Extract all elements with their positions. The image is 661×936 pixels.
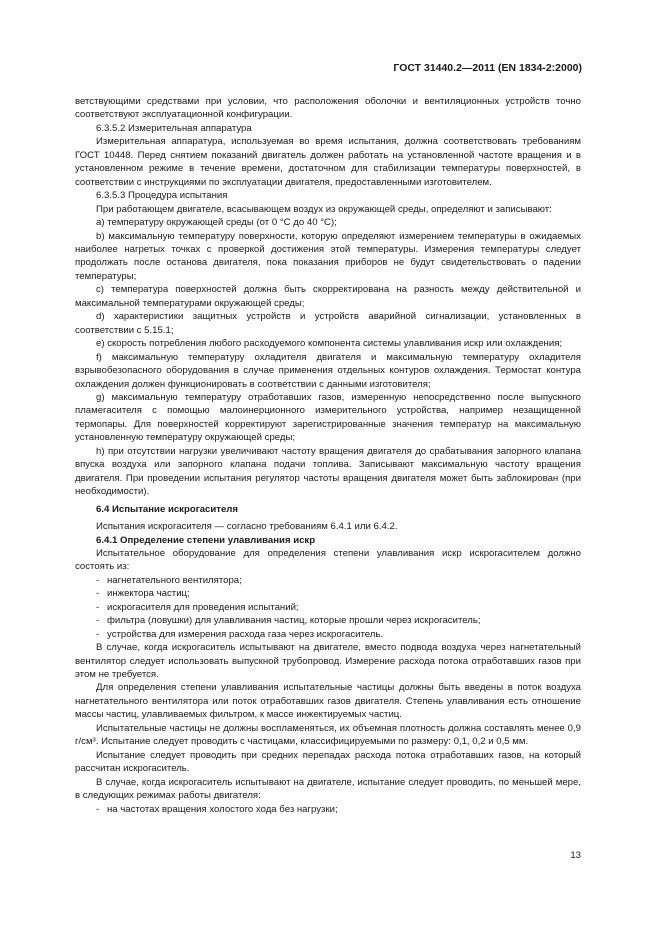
- dash-marker: -: [96, 574, 100, 586]
- bullet-item: - устройства для измерения расхода газа через искрогаситель.: [96, 628, 384, 640]
- section-heading: 6.3.5.3 Процедура испытания: [96, 190, 228, 202]
- bullet-item: - фильтра (ловушки) для улавливания частиц, которые прошли через искрогаситель;: [96, 615, 481, 627]
- list-item: g) максимальную температуру отработавших газов, измеренную непосредственно после выпускного пламегасителя с помощью малоинерционного измерительного устройства, например незащищенной термопары. Для поверхностей корректируют зарегистрированные значения температур на максимальную установленную температуру окружающей среды;: [75, 391, 581, 444]
- paragraph: Испытательные частицы не должны воспламеняться, их объемная плотность должна составлять менее 0,9 г/см³. Испытание следует проводить с частицами, классифицируемыми по размеру: 0,1, 0,2 и 0,5 мм.: [75, 722, 581, 748]
- dash-marker: -: [96, 601, 100, 613]
- dash-marker: -: [96, 588, 100, 600]
- bullet-item: - искрогасителя для проведения испытаний;: [96, 601, 299, 613]
- paragraph: Испытательное оборудование для определения степени улавливания искр искрогасителем должно состоять из:: [75, 547, 581, 573]
- paragraph: Испытания искрогасителя — согласно требованиям 6.4.1 или 6.4.2.: [96, 521, 398, 533]
- standard-header: ГОСТ 31440.2—2011 (EN 1834-2:2000): [393, 63, 582, 74]
- bullet-item: - на частотах вращения холостого хода без нагрузки;: [96, 803, 338, 815]
- dash-marker: -: [96, 803, 100, 815]
- dash-marker: -: [96, 628, 100, 640]
- paragraph: Для определения степени улавливания испытательные частицы должны быть введены в поток воздуха нагнетательного вентилятора или поток отработавших газов двигателя. Степень улавливания есть отношение массы частиц, улавливаемых фильтром, к массе инжектируемых частиц.: [75, 682, 581, 721]
- page-number: 13: [570, 850, 581, 861]
- list-item: b) максимальную температуру поверхности, которую определяют измерением температуры в ожидаемых наиболее нагретых точках с проверкой достижения этой температуры. Измерения температуры следует продолжать после останова двигателя, пока показания приборов не будут свидетельствовать о падении температуры;: [75, 230, 581, 282]
- section-heading: 6.3.5.2 Измерительная аппаратура: [96, 122, 252, 134]
- list-item: e) скорость потребления любого расходуемого компонента системы улавливания искр или охлаждения;: [96, 338, 563, 350]
- document-body: [75, 95, 581, 816]
- list-item: c) температура поверхностей должна быть скорректирована на разность между действительной и максимальной температурами окружающей среды;: [75, 284, 581, 309]
- bullet-item: - инжектора частиц;: [96, 588, 190, 600]
- paragraph: В случае, когда искрогаситель испытывают на двигателе, вместо подвода воздуха через нагнетательный вентилятор следует использовать выпускной трубопровод. Измерение расхода потока отработавших газов при этом не требуется.: [75, 642, 581, 681]
- section-heading-bold: 6.4.1 Определение степени улавливания искр: [96, 534, 316, 546]
- list-item: a) температуру окружающей среды (от 0 °С до 40 °С);: [96, 217, 337, 229]
- list-item: f) максимальную температуру охладителя двигателя и максимальную температуру охладителя взрывобезопасного оборудования в случае применения отдельных контуров охлаждения. Термостат контура охлаждения должен функционировать в соответствии с данными изготовителя;: [75, 351, 581, 390]
- paragraph: Измерительная аппаратура, используемая во время испытания, должна соответствовать требованиям ГОСТ 10448. Перед снятием показаний двигатель должен работать на установленной частоте вращения и в установленном режиме в течение времени, достаточном для стабилизации температуры поверхностей, в соответствии с инструкциями по эксплуатации двигателя, предоставленными изготовителем.: [75, 136, 581, 188]
- list-item: d) характеристики защитных устройств и устройств аварийной сигнализации, установленных в соответствии с 5.15.1;: [75, 311, 581, 336]
- paragraph: В случае, когда искрогаситель испытывают на двигателе, испытание следует проводить, по меньшей мере, в следующих режимах работы двигателя:: [75, 776, 581, 802]
- paragraph: Испытание следует проводить при средних перепадах расхода потока отработавших газов, на который рассчитан искрогаситель.: [75, 749, 581, 775]
- section-heading-bold: 6.4 Испытание искрогасителя: [96, 503, 238, 515]
- dash-marker: -: [96, 615, 100, 627]
- bullet-item: - нагнетательного вентилятора;: [96, 574, 242, 586]
- paragraph: При работающем двигателе, всасывающем воздух из окружающей среды, определяют и записывают:: [96, 203, 552, 215]
- paragraph: ветствующими средствами при условии, что расположения оболочки и вентиляционных устройств точно соответствуют эксплуатационной конфигурации.: [75, 96, 581, 121]
- list-item: h) при отсутствии нагрузки увеличивают частоту вращения двигателя до срабатывания запорного клапана впуска воздуха или запорного клапана подачи топлива. Записывают максимальную частоту вращения двигателя. При проведении испытания регулятор частоты вращения двигателя может быть заблокирован (при необходимости).: [75, 445, 581, 498]
